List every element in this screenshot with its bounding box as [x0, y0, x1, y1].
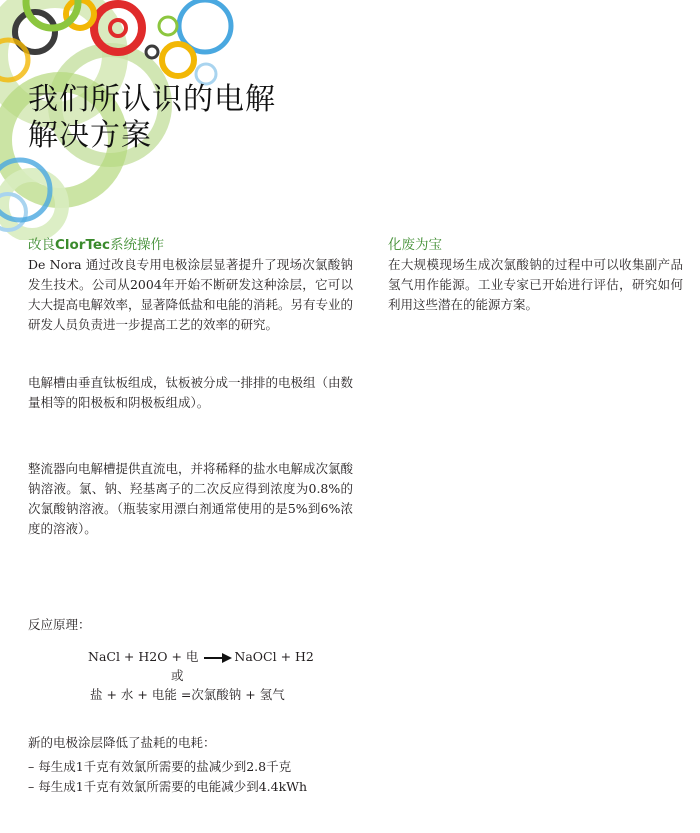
- equation-words: 盐 + 水 + 电能 =次氯酸钠 + 氢气: [90, 687, 285, 702]
- equation-chemical: [88, 647, 314, 665]
- arrow-right-icon: [204, 653, 232, 663]
- paragraph-consumption: 新的电极涂层降低了盐耗的电耗：: [28, 735, 216, 750]
- section-heading-clortec: [28, 236, 353, 254]
- list-item: – 每生成1千克有效氯所需要的盐减少到2.8千克: [28, 757, 353, 777]
- paragraph-reaction-label: 反应原理：: [28, 617, 91, 632]
- paragraph-rectifier: 整流器向电解槽提供直流电，并将稀释的盐水电解成次氯酸钠溶液。氯、钠、羟基离子的二次反应得到浓度为0.8%的次氯酸钠溶液。（瓶装家用漂白剂通常使用的是5%到6%浓度的溶液）。: [28, 461, 354, 536]
- page-title: [28, 82, 318, 154]
- page-title-line-1: 我们所认识的电解: [28, 82, 276, 117]
- equation-reactants: NaCl + H2O + 电: [88, 649, 199, 664]
- heading-prefix: 改良: [28, 237, 55, 253]
- reaction-equation: [28, 647, 353, 725]
- equation-products: NaOCl + H2: [234, 649, 314, 664]
- paragraph-coating: De Nora 通过改良专用电极涂层显著提升了现场次氯酸钠发生技术。公司从2004年开始不断研发这种涂层，它可以大大提高电解效率，显著降低盐和电能的消耗。另有专业的研发人员负责进一步提高工艺的效率的研究。: [28, 257, 354, 332]
- equation-or: 或: [171, 668, 184, 683]
- paragraph-cell: 电解槽由垂直钛板组成，钛板被分成一排排的电极组（由数量相等的阳极板和阴极板组成）。: [28, 375, 354, 410]
- section-heading-waste: 化废为宝: [388, 237, 442, 253]
- consumption-list: [28, 757, 353, 797]
- heading-suffix: 系统操作: [110, 237, 165, 253]
- heading-brand: ClorTec: [55, 237, 111, 253]
- list-item: – 每生成1千克有效氯所需要的电能减少到4.4kWh: [28, 777, 353, 797]
- left-column: [28, 236, 353, 797]
- right-column: [388, 236, 683, 315]
- paragraph-hydrogen: 在大规模现场生成次氯酸钠的过程中可以收集副产品氢气用作能源。工业专家已开始进行评估，研究如何利用这些潜在的能源方案。: [388, 257, 683, 312]
- page-title-line-2: 解决方案: [28, 118, 152, 153]
